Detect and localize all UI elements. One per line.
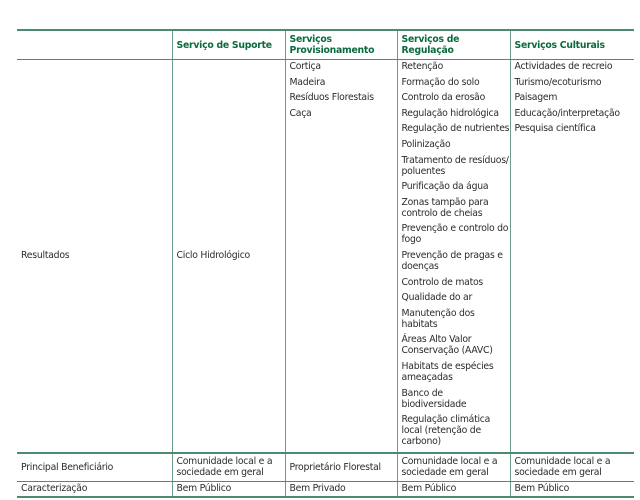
cell-resultados-suporte: Ciclo Hidrológico [172, 60, 285, 453]
cell-beneficiario-provisionamento: Proprietário Florestal [285, 453, 397, 482]
regulacao-item: Controlo de matos [401, 276, 484, 288]
provisionamento-list [290, 61, 397, 119]
regulacao-item: Regulação hidrológica [401, 107, 499, 119]
cell-resultados-regulacao [397, 60, 510, 453]
provisionamento-item: Cortiça [289, 61, 321, 72]
regulacao-item: Formação do solo [401, 76, 480, 88]
cell-beneficiario-regulacao: Comunidade local e a sociedade em geral [397, 453, 510, 482]
regulacao-item: Banco de biodiversidade [401, 387, 467, 410]
regulacao-item: Tratamento de resíduos/ poluentes [401, 154, 509, 177]
cell-beneficiario-suporte: Comunidade local e a sociedade em geral [172, 453, 285, 482]
row-label-beneficiario: Principal Beneficiário [17, 453, 172, 482]
regulacao-item: Manutenção dos habitats [401, 307, 475, 330]
regulacao-item: Áreas Alto Valor Conservação (AAVC) [401, 334, 493, 357]
header-empty [17, 30, 172, 60]
row-label-caracterizacao: Caracterização [17, 481, 172, 497]
cell-resultados-culturais [510, 60, 634, 453]
header-suporte: Serviço de Suporte [172, 30, 285, 60]
regulacao-item: Qualidade do ar [401, 292, 473, 304]
culturais-item: Paisagem [514, 92, 558, 104]
regulacao-item: Prevenção de pragas e doenças [401, 249, 503, 272]
regulacao-item: Zonas tampão para controlo de cheias [401, 196, 489, 219]
header-row [17, 30, 634, 60]
header-regulacao: Serviços de Regulação [397, 30, 510, 60]
cell-caracterizacao-suporte: Bem Público [172, 481, 285, 497]
regulacao-item: Controlo da erosão [401, 92, 486, 104]
culturais-item: Turismo/ecoturismo [514, 76, 602, 88]
header-provisionamento [285, 30, 397, 60]
provisionamento-item: Madeira [289, 76, 326, 88]
cell-caracterizacao-regulacao: Bem Público [397, 481, 510, 497]
ecosystem-services-table [17, 29, 634, 498]
row-label-resultados: Resultados [17, 60, 172, 453]
header-culturais: Serviços Culturais [510, 30, 634, 60]
regulacao-item: Prevenção e controlo do fogo [401, 223, 509, 246]
row-principal-beneficiario [17, 453, 634, 482]
row-caracterizacao [17, 481, 634, 497]
regulacao-item: Regulação climática local (retenção de carbono) [401, 414, 491, 448]
culturais-item: Pesquisa científica [514, 123, 596, 135]
regulacao-item: Purificação da água [401, 181, 489, 193]
provisionamento-item: Resíduos Florestais [289, 92, 374, 104]
regulacao-item: Retenção [401, 61, 444, 72]
culturais-item: Educação/interpretação [514, 107, 620, 119]
cell-resultados-provisionamento [285, 60, 397, 453]
row-resultados [17, 60, 634, 453]
regulacao-item: Habitats de espécies ameaçadas [401, 360, 494, 383]
regulacao-item: Polinização [401, 138, 451, 150]
provisionamento-item: Caça [289, 107, 312, 119]
cell-caracterizacao-culturais: Bem Público [510, 481, 634, 497]
culturais-item: Actividades de recreio [514, 61, 613, 72]
cell-beneficiario-culturais: Comunidade local e a sociedade em geral [510, 453, 634, 482]
header-provisionamento-line2: Provisionamento [289, 45, 375, 56]
header-provisionamento-line1: Serviços [289, 34, 332, 45]
culturais-list [515, 61, 635, 134]
regulacao-item: Regulação de nutrientes [401, 123, 510, 135]
regulacao-list [402, 61, 510, 447]
cell-caracterizacao-provisionamento: Bem Privado [285, 481, 397, 497]
